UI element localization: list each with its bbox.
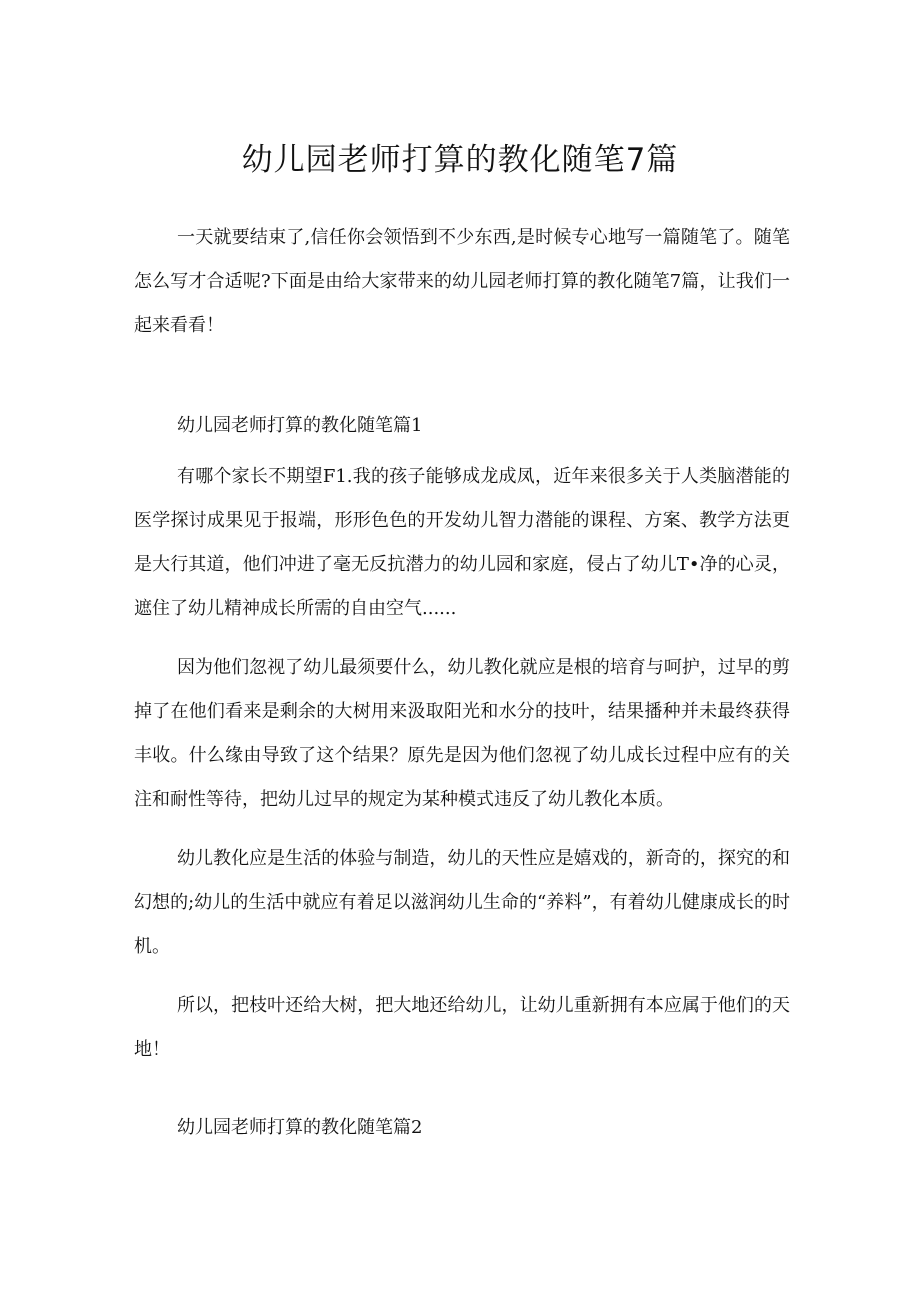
section-1-paragraph-3: 幼儿教化应是生活的体验与制造，幼儿的天性应是嬉戏的，新奇的，探究的和幻想的;幼儿的生活中就应有着足以滋润幼儿生命的“养料”，有着幼儿健康成长的时机。 (134, 848, 790, 957)
document-title: 幼儿园老师打算的教化随笔7篇 (241, 142, 679, 178)
section-1-paragraph-1: 有哪个家长不期望F1.我的孩子能够成龙成凤，近年来很多关于人类脑潜能的医学探讨成果见于报端，形形色色的开发幼儿智力潜能的课程、方案、教学方法更是大行其道，他们冲进了毫无反抗潜力的幼儿园和家庭，侵占了幼儿T•净的心灵，遮住了幼儿精神成长所需的自由空气...... (134, 466, 790, 619)
section-2-heading: 幼儿园老师打算的教化随笔篇2 (177, 1117, 423, 1138)
intro-paragraph: 一天就要结束了,信任你会领悟到不少东西,是时候专心地写一篇随笔了。随笔怎么写才合适呢?下面是由给大家带来的幼儿园老师打算的教化随笔7篇，让我们一起来看看！ (134, 227, 790, 336)
section-1-paragraph-4: 所以，把枝叶还给大树，把大地还给幼儿，让幼儿重新拥有本应属于他们的天地！ (134, 995, 790, 1060)
section-1-paragraph-2: 因为他们忽视了幼儿最须要什么，幼儿教化就应是根的培育与呵护，过早的剪掉了在他们看来是剩余的大树用来汲取阳光和水分的技叶，结果播种并未最终获得丰收。什么缘由导致了这个结果？原先是因为他们忽视了幼儿成长过程中应有的关注和耐性等待，把幼儿过早的规定为某种模式违反了幼儿教化本质。 (134, 657, 790, 810)
section-1-heading: 幼儿园老师打算的教化随笔篇1 (177, 415, 423, 436)
